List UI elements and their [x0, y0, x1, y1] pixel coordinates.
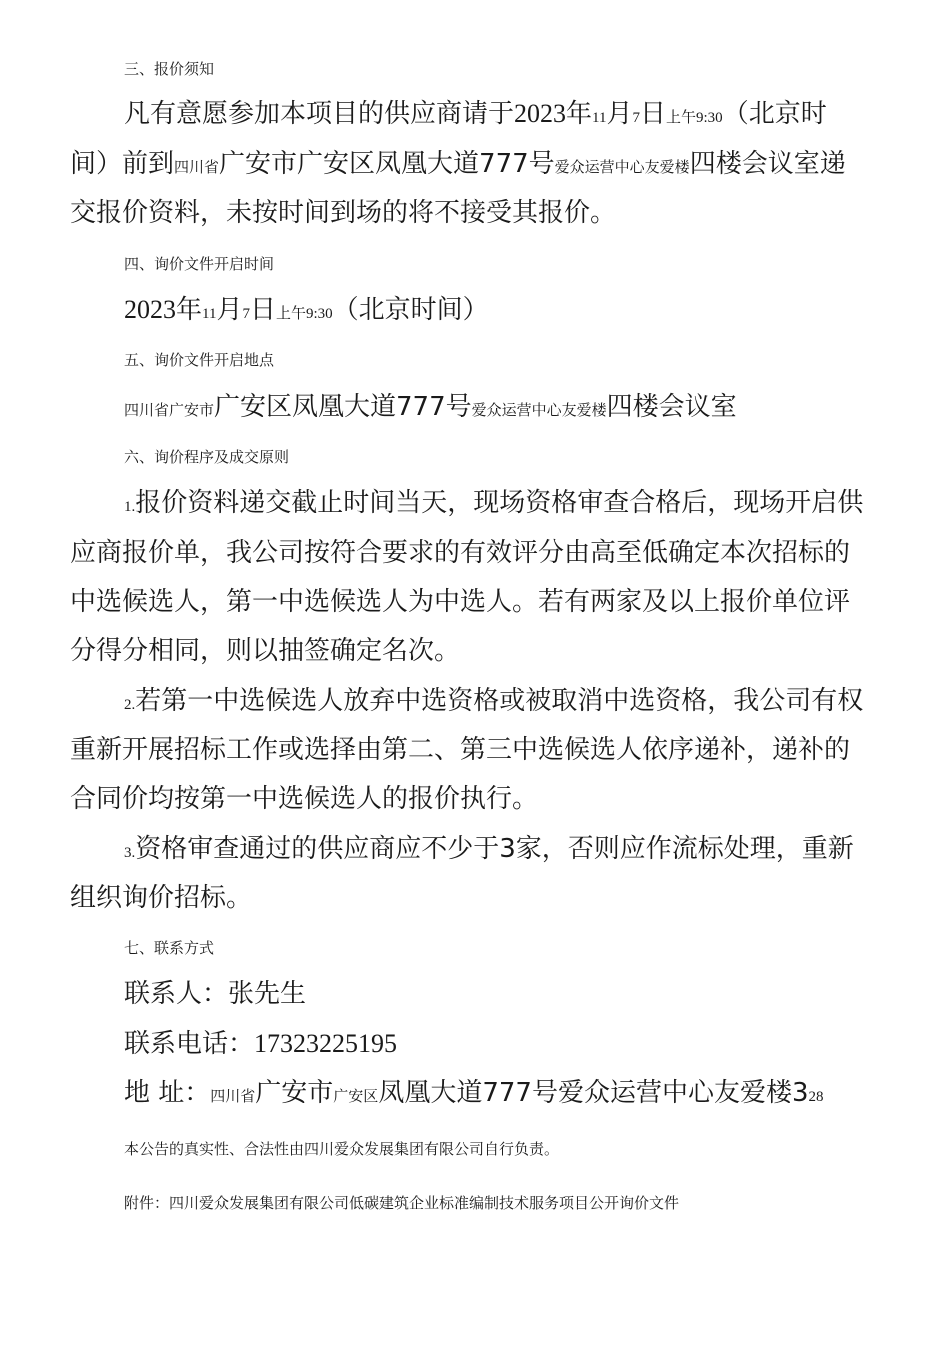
section6-item2-line1: 2.若第一中选候选人放弃中选资格或被取消中选资格，我公司有权: [124, 686, 864, 716]
section6-item3-line2: 组织询价招标。: [70, 883, 253, 913]
section7-heading: 七、联系方式: [124, 939, 215, 957]
section6-item1-line3: 中选候选人，第一中选候选人为中选人。若有两家及以上报价单位评: [70, 587, 851, 617]
section6-item1-line4: 分得分相同，则以抽签确定名次。: [70, 636, 461, 666]
section6-item2-line3: 合同价均按第一中选候选人的报价执行。: [70, 784, 539, 814]
section6-heading: 六、询价程序及成交原则: [124, 448, 290, 466]
authenticity-note: 本公告的真实性、合法性由四川爱众发展集团有限公司自行负责。: [124, 1140, 560, 1158]
section4-heading: 四、询价文件开启时间: [124, 255, 275, 273]
section6-item1-line1: 1.报价资料递交截止时间当天，现场资格审查合格后，现场开启供: [124, 488, 864, 518]
section3-heading: 三、报价须知: [124, 60, 215, 78]
section3-line1: 凡有意愿参加本项目的供应商请于2023年11月7日上午9:30（北京时: [124, 99, 827, 129]
attachment-note: 附件：四川爱众发展集团有限公司低碳建筑企业标准编制技术服务项目公开询价文件: [124, 1194, 680, 1212]
contact-phone: 联系电话：17323225195: [124, 1029, 398, 1059]
section3-line3: 交报价资料，未按时间到场的将不接受其报价。: [70, 198, 617, 228]
contact-address: 地 址：四川省广安市广安区凤凰大道777号爱众运营中心友爱楼328: [124, 1078, 824, 1108]
section5-location: 四川省广安市广安区凤凰大道777号爱众运营中心友爱楼四楼会议室: [124, 392, 737, 422]
section6-item1-line2: 应商报价单，我公司按符合要求的有效评分由高至低确定本次招标的: [70, 538, 851, 568]
section3-line2: 间）前到四川省广安市广安区凤凰大道777号爱众运营中心友爱楼四楼会议室递: [70, 149, 846, 179]
contact-person: 联系人：张先生: [124, 979, 307, 1009]
section6-item3-line1: 3.资格审查通过的供应商应不少于3家，否则应作流标处理，重新: [124, 834, 854, 864]
section4-datetime: 2023年11月7日上午9:30（北京时间）: [124, 295, 489, 325]
section5-heading: 五、询价文件开启地点: [124, 351, 275, 369]
section6-item2-line2: 重新开展招标工作或选择由第二、第三中选候选人依序递补，递补的: [70, 735, 851, 765]
